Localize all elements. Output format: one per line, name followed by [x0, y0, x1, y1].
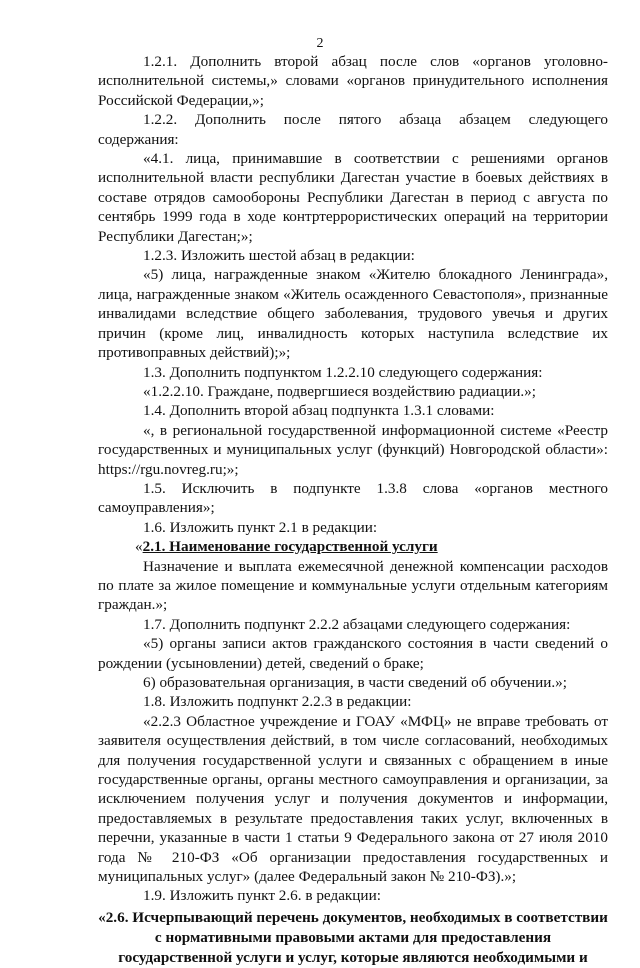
item-1-7: 1.7. Дополнить подпункт 2.2.2 абзацами следующего содержания:: [143, 615, 571, 633]
heading-2-1-quote-mark: «: [135, 538, 143, 556]
item-1-5-tail: самоуправления»;: [98, 499, 215, 517]
item-1-9: 1.9. Изложить пункт 2.6. в редакции:: [143, 887, 381, 905]
heading-2-1: [98, 537, 608, 556]
item-1-3: 1.3. Дополнить подпунктом 1.2.2.10 следующего содержания:: [143, 363, 543, 381]
item-1-5-word: 1.5.: [143, 479, 166, 497]
item-1-5-word: Исключить: [181, 479, 255, 497]
item-1-5-word: подпункте: [293, 479, 361, 497]
item-1-5: [98, 479, 608, 498]
item-1-2-1: 1.2.1. Дополнить второй абзац после слов «органов уголовно-исполнительной системы,» словами «органов принудительного исполнения Российской Федерации,»;: [98, 53, 608, 109]
item-1-8: 1.8. Изложить подпункт 2.2.3 в редакции:: [143, 693, 412, 711]
item-1-5-word: местного: [548, 479, 608, 497]
item-1-3-quote: «1.2.2.10. Граждане, подвергшиеся воздействию радиации.»;: [143, 382, 536, 400]
item-1-5-word: слова: [422, 479, 459, 497]
item-1-2-3-quote: «5) лица, награжденные знаком «Жителю блокадного Ленинграда», лица, награжденные знаком «Житель осажденного Севастополя», признанные инвалидами вследствие общего заболевания, трудового увечья и других причин (кроме лиц, инвалидность которых наступила вследствие их противоправных действий);»;: [98, 266, 608, 362]
document-body: [98, 52, 608, 968]
item-1-2-3: 1.2.3. Изложить шестой абзац в редакции:: [143, 247, 415, 265]
page-number: 2: [316, 36, 324, 51]
item-1-7-quote-1: «5) органы записи актов гражданского состояния в части сведений о рождении (усыновлении) детей, сведений о браке;: [98, 635, 608, 672]
heading-2-6: «2.6. Исчерпывающий перечень документов, необходимых в соответствии с нормативными правовыми актами для предоставления государственной услуги и услуг, которые являются необходимыми и: [98, 908, 608, 966]
paragraph-2-1: Назначение и выплата ежемесячной денежной компенсации расходов по плате за жилое помещение и коммунальные услуги отдельным категориям граждан.»;: [98, 557, 608, 614]
item-1-6: 1.6. Изложить пункт 2.1 в редакции:: [143, 518, 378, 536]
item-1-7-quote-2: 6) образовательная организация, в части сведений об обучении.»;: [143, 674, 567, 691]
item-1-4-quote: «, в региональной государственной информационной системе «Реестр государственных и муниципальных услуг (функций) Новгородской области»: https://rgu.novreg.ru;»;: [98, 421, 608, 478]
item-1-2-2: 1.2.2. Дополнить после пятого абзаца абзацем следующего содержания:: [98, 111, 608, 148]
heading-2-1-title: 2.1. Наименование государственной услуги: [142, 538, 438, 556]
item-1-5-word: «органов: [474, 479, 533, 497]
item-1-5-word: 1.3.8: [376, 479, 407, 497]
item-1-4: 1.4. Дополнить второй абзац подпункта 1.3.1 словами:: [143, 402, 495, 420]
item-1-5-word: в: [270, 479, 278, 497]
item-1-8-quote: «2.2.3 Областное учреждение и ГОАУ «МФЦ» не вправе требовать от заявителя осуществления действий, в том числе согласований, необходимых для получения государственной услуги и связанных с обращением в иные государственные органы, органы местного самоуправления и организации, за исключением получения услуг и получения документов и информации, предоставляемых в результате предоставления таких услуг, включенных в перечни, указанные в части 1 статьи 9 Федерального закона от 27 июля 2010 года № 210-ФЗ «Об организации предоставления государственных и муниципальных услуг» (далее Федеральный закон № 210-ФЗ).»;: [98, 712, 608, 886]
item-1-2-2-quote: «4.1. лица, принимавшие в соответствии с решениями органов исполнительной власти республики Дагестан участие в боевых действиях в составе отрядов самообороны Республики Дагестан в период с августа по сентябрь 1999 года в ходе контртеррористических операций на территории Республики Дагестан;»;: [98, 150, 608, 245]
